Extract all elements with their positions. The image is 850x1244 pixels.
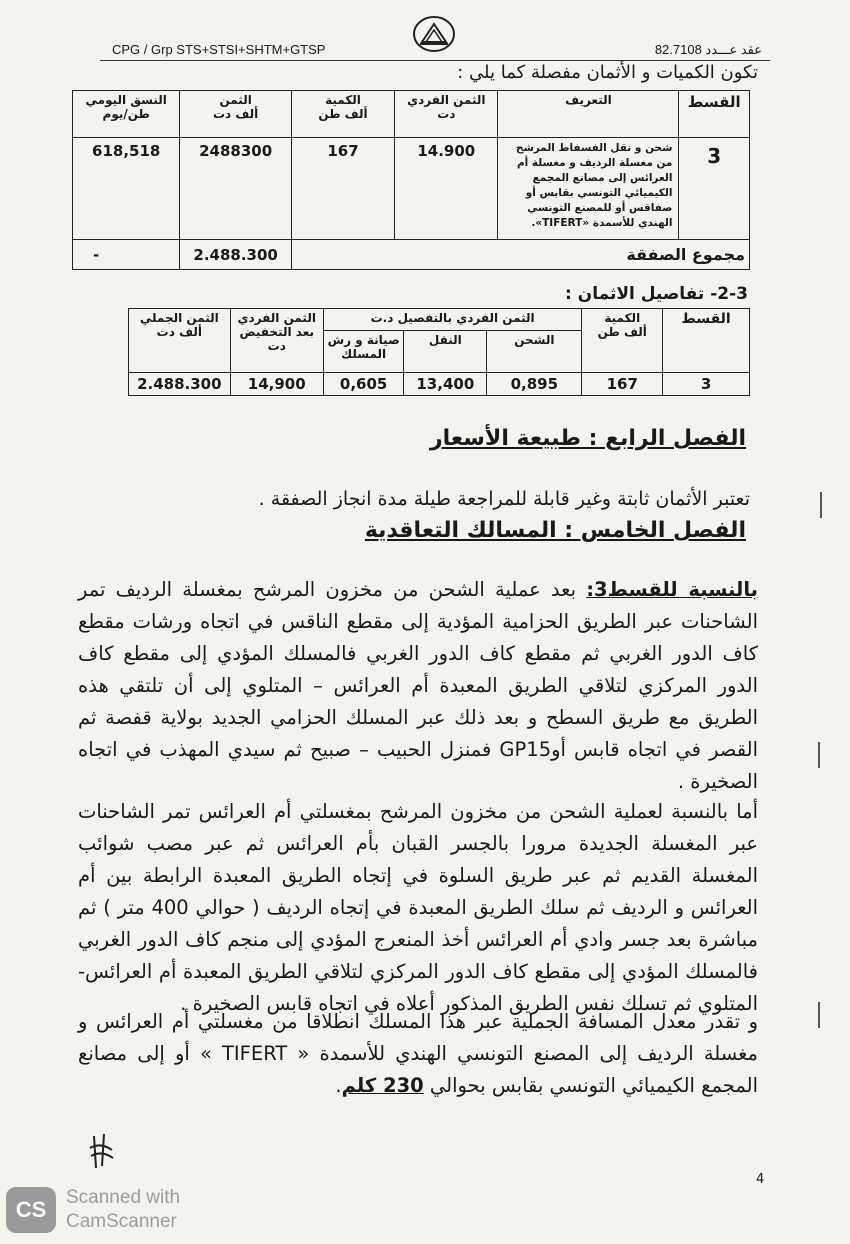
paragraph-lot3-label: بالنسبة للقسط3: bbox=[586, 578, 758, 601]
camscanner-text bbox=[66, 1186, 180, 1234]
th-qist: القسط bbox=[679, 91, 750, 138]
th2-total bbox=[129, 309, 231, 373]
th2-unit-disc-l3: دت bbox=[267, 339, 286, 353]
th2-total-l1: الثمن الجملي bbox=[139, 311, 219, 325]
price-details-table bbox=[128, 308, 750, 396]
cell-qist: 3 bbox=[679, 138, 750, 240]
th-price-label: الثمن bbox=[219, 93, 252, 107]
paragraph-oum-larayes: أما بالنسبة لعملية الشحن من مخزون المرشح بمغسلتي أم العرائس تمر الشاحنات عبر المغسلة الجديدة مرورا بالجسر القبان بأم العرائس ثم عبر مصب شوائب المغسلة القديم ثم عبر طريق السلوة في إتجاه الطريق المعبدة الرابطة بين أم العرائس و الرديف ثم سلك الطريق المعبدة في إتجاه الرديف ( حوالي 400 متر ) ثم مباشرة بعد جسر وادي أم العرائس أخذ المنعرج المؤدي إلى منجم كاف الدور الغربي فالمسلك المؤدي إلى مقطع كاف الدور المركزي لتلاقي الطريق المعبدة أم العرائس-المتلوي ثم تسلك نفس الطريق المذكور أعلاه في اتجاه قابس الصخيرة . bbox=[78, 800, 759, 1015]
cell-price: 2488300 bbox=[180, 138, 291, 240]
total-label: مجموع الصفقة bbox=[291, 240, 749, 270]
section-2-3-title: 2-3- تفاصيل الاثمان : bbox=[564, 284, 748, 304]
th2-transport: النقل bbox=[404, 331, 487, 373]
paragraph-distance-end: . bbox=[335, 1074, 342, 1097]
th2-detail: الثمن الفردي بالتفصيل د.ت bbox=[323, 309, 582, 331]
camscanner-line1: Scanned with bbox=[66, 1187, 181, 1208]
table-row bbox=[73, 138, 750, 240]
th-desc: التعريف bbox=[498, 91, 679, 138]
th2-qty-unit: ألف طن bbox=[597, 325, 647, 339]
distance-value: 230 كلم bbox=[341, 1074, 424, 1097]
cell2-total: 2.488.300 bbox=[129, 373, 231, 396]
header-right: عقد عـــدد 82.7108 bbox=[654, 42, 762, 57]
table-header-row bbox=[73, 91, 750, 138]
th-qty bbox=[291, 91, 394, 138]
margin-mark bbox=[818, 742, 820, 768]
cell2-ship: 0,895 bbox=[487, 373, 582, 396]
th-price bbox=[180, 91, 291, 138]
paragraph-distance-text: و تقدر معدل المسافة الجملية عبر هذا المسلك انطلاقا من مغسلتي أم العرائس و مغسلة الرديف إلى المصنع التونسي الهندي للأسمدة « TIFERT » أو إلى مصانع المجمع الكيميائي التونسي بقابس بحوالي bbox=[78, 1010, 758, 1097]
cell2-qist: 3 bbox=[663, 373, 750, 396]
total-value: 2.488.300 bbox=[180, 240, 291, 270]
th-unit-price-unit: دت bbox=[437, 107, 456, 121]
header-left: CPG / Grp STS+STSI+SHTM+GTSP bbox=[112, 42, 326, 57]
th2-qist: القسط bbox=[663, 309, 750, 373]
camscanner-logo-icon: CS bbox=[6, 1187, 56, 1233]
table-row bbox=[129, 373, 750, 396]
company-logo bbox=[412, 14, 456, 54]
paragraph-distance bbox=[78, 1006, 758, 1102]
paragraph-lot3 bbox=[78, 574, 758, 798]
th-daily bbox=[73, 91, 180, 138]
th2-unit-disc-l2: بعد التخفيض bbox=[239, 325, 314, 339]
th2-unit-disc-l1: الثمن الفردي bbox=[237, 311, 316, 325]
header-divider bbox=[100, 60, 770, 61]
cell2-maint: 0,605 bbox=[323, 373, 404, 396]
margin-mark bbox=[818, 1002, 820, 1028]
chapter-5-heading: الفصل الخامس : المسالك التعاقدية bbox=[364, 518, 746, 543]
intro-text: تكون الكميات و الأثمان مفصلة كما يلي : bbox=[457, 62, 758, 83]
th-unit-price-label: الثمن الفردي bbox=[407, 93, 486, 107]
th-daily-label: النسق اليومي bbox=[85, 93, 167, 107]
th-daily-unit: طن/يوم bbox=[102, 107, 150, 121]
cell-unit-price: 14.900 bbox=[395, 138, 498, 240]
th2-ship: الشحن bbox=[487, 331, 582, 373]
th2-total-l2: ألف دت bbox=[156, 325, 202, 339]
paragraph-lot3-text: بعد عملية الشحن من مخزون المرشح بمغسلة الرديف تمر الشاحنات عبر الطريق الحزامية المؤدية إلى مقطع الناقس في اتجاه ورشات مقطع كاف الدور الغربي ثم مقطع كاف الدور الغربي فالمسلك المؤدي إلى مقطع كاف الدور المركزي لتلاقي الطريق المعبدة أم العرائس – المتلوي إلى أن تلتقي هذه الطريق مع طريق السطح و بعد ذلك عبر المسلك الحزامي الجديد بولاية قفصة ثم القصر في اتجاه قابس أوGP15 فمنزل الحبيب – صبيح ثم سيدي المهذب في اتجاه الصخيرة . bbox=[78, 578, 758, 793]
cell-daily: 618,518 bbox=[73, 138, 180, 240]
th2-qty bbox=[582, 309, 663, 373]
total-dash: - bbox=[73, 240, 180, 270]
margin-mark bbox=[820, 492, 822, 518]
th-price-unit: ألف دت bbox=[212, 107, 259, 121]
th-qty-unit: ألف طن bbox=[318, 107, 368, 121]
cell-desc: شحن و نقل الفسفاط المرشح من مغسلة الرديف و مغسلة أم العرائس إلى مصانع المجمع الكيميائي التونسي بقابس أو صفاقس أو للمصنع التونسي الهندي للأسمدة «TIFERT». bbox=[498, 138, 679, 240]
camscanner-watermark bbox=[6, 1186, 180, 1234]
cell2-qty: 167 bbox=[582, 373, 663, 396]
cell2-unit-disc: 14,900 bbox=[230, 373, 323, 396]
th-qty-label: الكمية bbox=[325, 93, 361, 107]
th2-qty-label: الكمية bbox=[604, 311, 641, 325]
initials-signature bbox=[86, 1132, 116, 1172]
chapter-4-heading: الفصل الرابع : طبيعة الأسعار bbox=[429, 426, 746, 451]
chapter-4-text: تعتبر الأثمان ثابتة وغير قابلة للمراجعة طيلة مدة انجاز الصفقة . bbox=[258, 488, 750, 510]
quantities-table bbox=[72, 90, 750, 270]
cell2-transport: 13,400 bbox=[404, 373, 487, 396]
th2-maint: صيانة و رش المسلك bbox=[323, 331, 404, 373]
camscanner-line2: CamScanner bbox=[66, 1211, 177, 1232]
table-total-row bbox=[73, 240, 750, 270]
th2-unit-disc bbox=[230, 309, 323, 373]
cell-qty: 167 bbox=[291, 138, 394, 240]
table-header-row bbox=[129, 309, 750, 331]
page-number: 4 bbox=[756, 1172, 765, 1187]
th-unit-price bbox=[395, 91, 498, 138]
